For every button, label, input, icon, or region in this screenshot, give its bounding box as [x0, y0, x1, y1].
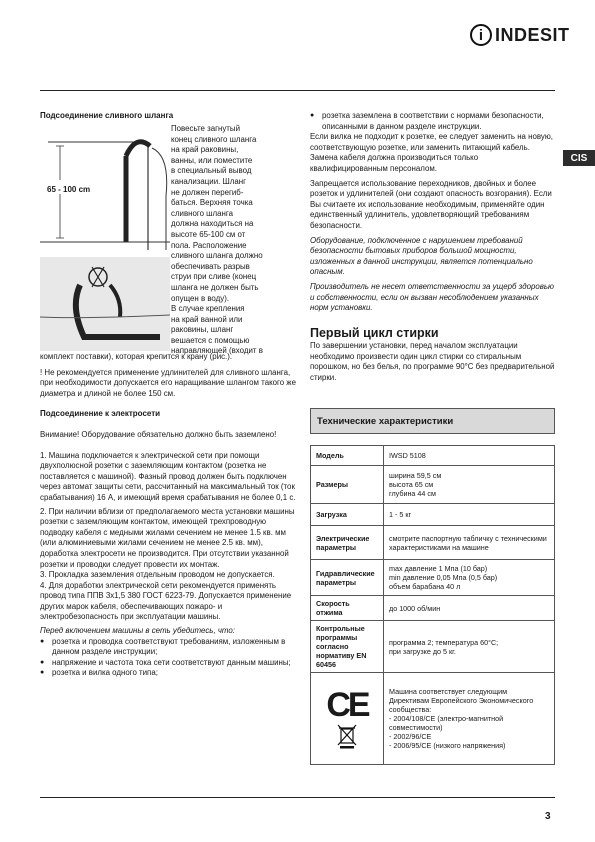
- check-bullet: ● розетка и проводка соответствуют требованиям, изложенным в данном разделе инструкции;: [40, 637, 298, 658]
- hose-text-tail: комплект поставки), которая крепится к крану (рис.).: [40, 352, 233, 361]
- hose-height-label: 65 - 100 cm: [47, 185, 91, 194]
- table-row: [311, 526, 555, 560]
- spec-key: Электрические параметры: [311, 526, 384, 560]
- spec-heading: Технические характеристики: [310, 408, 555, 434]
- hose-line: опущен в воду).: [171, 293, 230, 303]
- table-row: [311, 560, 555, 596]
- hose-line: не должен перегиб-: [171, 187, 244, 197]
- hose-tap-illustration: [40, 257, 170, 351]
- hose-line: раковины, шланг: [171, 325, 234, 335]
- hose-line: должна находиться на: [171, 219, 254, 229]
- electric-item-3: 3. Прокладка заземления отдельным проводом не допускается.: [40, 570, 275, 580]
- hose-line: струи при сливе (конец: [171, 272, 257, 282]
- spec-key: Размеры: [311, 466, 384, 504]
- spec-value: IWSD 5108: [384, 446, 555, 466]
- certification-marks: [311, 673, 384, 765]
- table-row: [311, 504, 555, 526]
- liability-note: Производитель не несет ответственности за ущерб здоровью и собственности, если он вызван несоблюдением указанных норм установки.: [310, 281, 554, 313]
- right-column-body: [310, 111, 555, 384]
- before-connect-intro: Перед включением машины в сеть убедитесь, что:: [40, 626, 235, 636]
- electric-item-4: 4. Для доработки электрической сети рекомендуется применять провод типа ППВ 3х1,5 380 ГОСТ 6223-79. Допускается применение других марок кабеля, обеспечивающих пожаро- и электробезопасность при эксплуатации машины.: [40, 580, 292, 622]
- hose-line: направляющей (входит в: [171, 346, 263, 356]
- hose-line: высоте 65-100 см от: [171, 229, 246, 239]
- page-number: 3: [545, 811, 551, 822]
- hose-line: в специальный вывод: [171, 166, 252, 176]
- hose-line: шланга не должен быть: [171, 282, 259, 292]
- top-divider: [40, 90, 555, 91]
- electric-item-2: 2. При наличии вблизи от предполагаемого места установки машины розетки с заземляющим контактом, имеющей трехпроводную подводку кабеля с медными жилами сечением не менее 1.5 кв. мм (или алюминиевыми жилами сечением не менее 2.5 кв. мм), доработка электросети не производится. При отсутствии указанной розетки и проводки следует провести их монтаж.: [40, 506, 295, 569]
- plug-replacement-text: Если вилка не подходит к розетке, ее следует заменить на новую, соответствующую розетке, или заменить питающий кабель. Замена кабеля должна производиться только квалифицированным персоналом.: [310, 132, 553, 173]
- check-bullet: ● розетка и вилка одного типа;: [40, 668, 298, 679]
- hose-line: канализации. Шланг: [171, 176, 246, 186]
- spec-key: Гидравлические параметры: [311, 560, 384, 596]
- table-row: [311, 621, 555, 673]
- safety-warning: Оборудование, подключенное с нарушением требований безопасности бытовых приборов большой мощности, изложенных в данной инструкции, является потенциально опасным.: [310, 235, 533, 277]
- hose-line: Повесьте загнутый: [171, 124, 240, 133]
- hose-heading: Подсоединение сливного шланга: [40, 111, 174, 120]
- first-cycle-heading: Первый цикл стирки: [310, 325, 439, 340]
- spec-table: [310, 445, 555, 765]
- hose-line: на край раковины,: [171, 145, 239, 155]
- weee-bin-icon: [336, 723, 358, 749]
- spec-value: 1 - 5 кг: [384, 504, 555, 526]
- first-cycle-text: По завершении установки, перед началом эксплуатации необходимо произвести один цикл стирки со стиральным порошком, но без белья, по программе 90°С без предварительной стирки.: [310, 341, 555, 383]
- hose-line: обеспечивать разрыв: [171, 261, 250, 271]
- adapter-warning: Запрещается использование переходников, двойных и более розеток и удлинителей (они создают опасность возгорания). Если Вы считаете их использование необходимым, применяйте один единственный удлинитель, удовлетворяющий требованиям безопасности.: [310, 178, 552, 230]
- extension-note: ! Не рекомендуется применение удлинителей для сливного шланга, при необходимости допускается его наращивание шлангом такого же диаметра и длиной не более 150 см.: [40, 367, 296, 398]
- brand-name: INDESIT: [495, 24, 570, 45]
- table-row: [311, 446, 555, 466]
- spec-key: Модель: [311, 446, 384, 466]
- electric-item-1: 1. Машина подключается к электрической сети при помощи двухполюсной розетки с заземляющим контактом (розетка не поставляется с машиной). Фазный провод должен быть подключен через автомат защиты сети, рассчитанный на максимальный ток (ток срабатывания) 16 А, и имеющий время срабатывания не более 0,1 с.: [40, 450, 296, 502]
- compliance-text: Машина соответствует следующим Директивам Европейского Экономического сообщества: - 2004/108/CE (электро-магнитной совместимости) - 2002/96/CE - 2006/95/CE (низкого напряжения): [384, 673, 555, 765]
- table-row: [311, 596, 555, 621]
- indesit-logo: [470, 24, 570, 46]
- spec-key: Скорость отжима: [311, 596, 384, 621]
- bottom-divider: [40, 797, 555, 798]
- table-row: [311, 673, 555, 765]
- spec-key: Загрузка: [311, 504, 384, 526]
- hose-line: на край ванной или: [171, 314, 243, 324]
- electric-heading: Подсоединение к электросети: [40, 409, 161, 419]
- hose-line: баться. Верхняя точка: [171, 198, 253, 208]
- spec-value: до 1000 об/мин: [384, 596, 555, 621]
- language-tab-cis[interactable]: CIS: [563, 150, 595, 166]
- spec-value: max давление 1 Мпа (10 бар) min давление 0,05 Мпа (0,5 бар) объем барабана 40 л: [384, 560, 555, 596]
- spec-value: программа 2; температура 60°С; при загрузке до 5 кг.: [384, 621, 555, 673]
- spec-value: ширина 59,5 см высота 65 см глубина 44 см: [384, 466, 555, 504]
- check-bullet: ● напряжение и частота тока сети соответствуют данным машины;: [40, 658, 298, 669]
- logo-i-icon: i: [470, 24, 492, 46]
- ground-warning: Внимание! Оборудование обязательно должно быть заземлено!: [40, 429, 277, 439]
- hose-instructions: [171, 124, 291, 357]
- hose-line: вешается с помощью: [171, 335, 250, 345]
- check-bullet: ● розетка заземлена в соответствии с нормами безопасности, описанными в данном разделе инструкции.: [310, 111, 555, 132]
- hose-line: конец сливного шланга: [171, 134, 257, 144]
- hose-line: пола. Расположение: [171, 240, 247, 250]
- spec-key: Контрольные программы согласно нормативу EN 60456: [311, 621, 384, 673]
- spec-value: смотрите паспортную табличку с техническими характеристиками на машине: [384, 526, 555, 560]
- left-column-body: [40, 352, 298, 679]
- hose-line: ванны, или поместите: [171, 155, 253, 165]
- hose-line: сливного шланга: [171, 208, 233, 218]
- table-row: [311, 466, 555, 504]
- hose-line: сливного шланга должно: [171, 251, 263, 261]
- hose-line: В случае крепления: [171, 304, 245, 314]
- ce-mark: CE: [326, 685, 368, 724]
